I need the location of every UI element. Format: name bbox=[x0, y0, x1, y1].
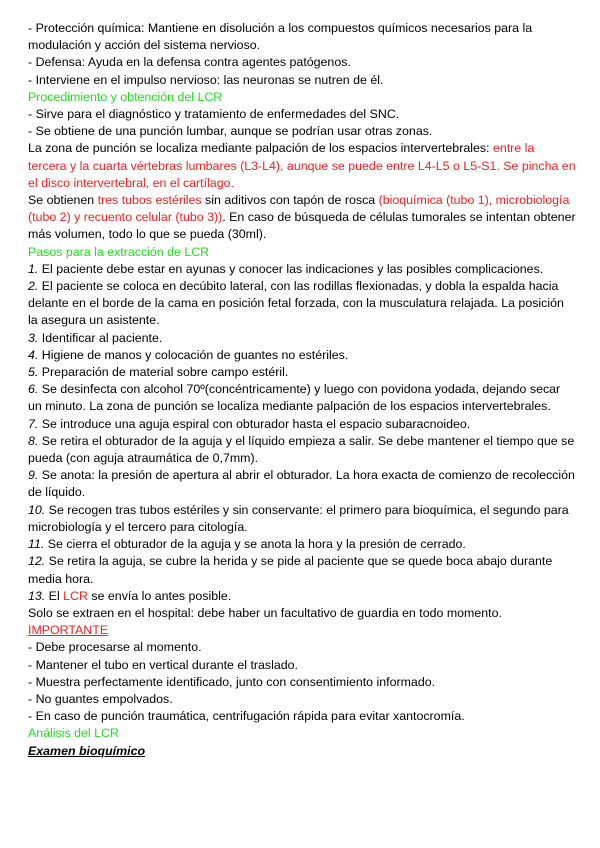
puncture-zone-text: La zona de punción se localiza mediante palpación de los espacios intervertebrales: bbox=[28, 141, 493, 156]
step-number: 1. bbox=[28, 261, 39, 276]
step-text: Se cierra el obturador de la aguja y se anota la hora y la presión de cerrado. bbox=[44, 537, 466, 552]
step-number: 8. bbox=[28, 433, 39, 448]
step-text: El paciente debe estar en ayunas y conocer las indicaciones y las posibles complicaciones. bbox=[38, 261, 544, 276]
tubes-text-c: . En caso de búsqueda de células tumorales se intentan obtener más volumen, todo lo que se pueda (30ml). bbox=[28, 210, 576, 242]
step-number: 5. bbox=[28, 365, 39, 380]
tubes-text-b: sin aditivos con tapón de rosca bbox=[201, 193, 379, 208]
step-number: 10. bbox=[28, 502, 46, 517]
procedure-heading: Procedimiento y obtención del LCR bbox=[28, 89, 223, 104]
step-item bbox=[28, 278, 576, 330]
puncture-zone-paragraph bbox=[28, 140, 576, 192]
step-item bbox=[28, 416, 576, 433]
step-number: 11. bbox=[28, 537, 45, 552]
step-item bbox=[28, 364, 576, 381]
step-number: 6. bbox=[28, 382, 39, 397]
step-text: Se retira el obturador de la aguja y el líquido empieza a salir. Se debe mantener el tiempo que se pueda (con aguja atraumática de 0,7mm). bbox=[28, 433, 575, 466]
intro-bullet-nerve-impulse: - Interviene en el impulso nervioso: las neuronas se nutren de él. bbox=[28, 72, 384, 87]
step-item bbox=[28, 536, 576, 553]
exam-title: Examen bioquímico bbox=[28, 743, 146, 758]
intro-bullet-protection: - Protección química: Mantiene en disolución a los compuestos químicos necesarios para la modulación y acción del sistema nervioso. bbox=[28, 21, 533, 53]
step-text: El bbox=[45, 588, 64, 603]
step-text: El paciente se coloca en decúbito lateral, con las rodillas flexionadas, y dobla la espalda hacia delante en el borde de la cama en posición fetal forzada, con la musculatura relajada. La posición la asegura un asistente. bbox=[28, 279, 564, 328]
tubes-text-a: Se obtienen bbox=[28, 193, 98, 208]
step-text: Se introduce una aguja espiral con obturador hasta el espacio subaracnoideo. bbox=[38, 416, 471, 431]
important-bullet: - No guantes empolvados. bbox=[28, 691, 173, 706]
step-item bbox=[28, 381, 576, 415]
analysis-heading: Análisis del LCR bbox=[28, 726, 119, 741]
step-text: Higiene de manos y colocación de guantes no estériles. bbox=[38, 347, 349, 362]
puncture-zone-highlight: entre la tercera y la cuarta vértebras lumbares (L3-L4), aunque se puede entre L4-L5 o L5-S1. Se pincha en el disco intervertebral, en el cartílago. bbox=[28, 141, 576, 190]
step-item bbox=[28, 347, 576, 364]
step-number: 7. bbox=[28, 416, 39, 431]
important-bullet: - Muestra perfectamente identificado, junto con consentimiento informado. bbox=[28, 674, 436, 689]
procedure-bullet-diagnosis: - Sirve para el diagnóstico y tratamiento de enfermedades del SNC. bbox=[28, 107, 400, 122]
step-text: Preparación de material sobre campo estéril. bbox=[38, 365, 289, 380]
step-item bbox=[28, 261, 576, 278]
step-item bbox=[28, 330, 576, 347]
step-number: 12. bbox=[28, 554, 46, 569]
step-text: Se desinfecta con alcohol 70º(concéntricamente) y luego con povidona yodada, dejando secar un minuto. La zona de punción se localiza mediante palpación de los espacios intervertebrales. bbox=[28, 382, 561, 414]
steps-heading: Pasos para la extracción de LCR bbox=[28, 244, 210, 259]
step-item bbox=[28, 467, 576, 501]
step-text: Se retira la aguja, se cubre la herida y se pide al paciente que se quede boca abajo durante media hora. bbox=[28, 554, 553, 586]
important-heading: IMPORTANTE bbox=[28, 623, 109, 638]
tubes-highlight-b: (bioquímica (tubo 1), microbiología (tubo 2) y recuento celular (tubo 3)) bbox=[28, 193, 570, 225]
step-number: 3. bbox=[28, 330, 39, 345]
step-text: Se anota: la presión de apertura al abrir el obturador. La hora exacta de comienzo de recolección de líquido. bbox=[28, 468, 575, 500]
intro-bullet-defense: - Defensa: Ayuda en la defensa contra agentes patógenos. bbox=[28, 55, 351, 70]
step-item bbox=[28, 553, 576, 587]
step-number: 13. bbox=[28, 588, 46, 603]
step-item-13 bbox=[28, 588, 576, 605]
step-text: se envía lo antes posible. bbox=[87, 588, 232, 603]
step-number: 4. bbox=[28, 347, 39, 362]
step-number: 2. bbox=[28, 279, 39, 294]
tubes-highlight-a: tres tubos estériles bbox=[97, 193, 202, 208]
lcr-highlight: LCR bbox=[63, 588, 88, 603]
hospital-note: Solo se extraen en el hospital: debe haber un facultativo de guardia en todo momento. bbox=[28, 605, 502, 620]
step-item bbox=[28, 433, 576, 467]
procedure-bullet-lumbar: - Se obtiene de una punción lumbar, aunque se podrían usar otras zonas. bbox=[28, 124, 433, 139]
important-bullet: - Debe procesarse al momento. bbox=[28, 640, 202, 655]
important-bullet: - En caso de punción traumática, centrifugación rápida para evitar xantocromía. bbox=[28, 709, 465, 724]
step-text: Identificar al paciente. bbox=[38, 330, 163, 345]
step-text: Se recogen tras tubos estériles y sin conservante: el primero para bioquímica, el segundo para microbiología y el tercero para citología. bbox=[28, 502, 569, 534]
important-bullet: - Mantener el tubo en vertical durante el traslado. bbox=[28, 657, 298, 672]
step-number: 9. bbox=[28, 468, 39, 483]
step-item bbox=[28, 502, 576, 536]
tubes-paragraph bbox=[28, 192, 576, 244]
document-page bbox=[28, 20, 576, 760]
